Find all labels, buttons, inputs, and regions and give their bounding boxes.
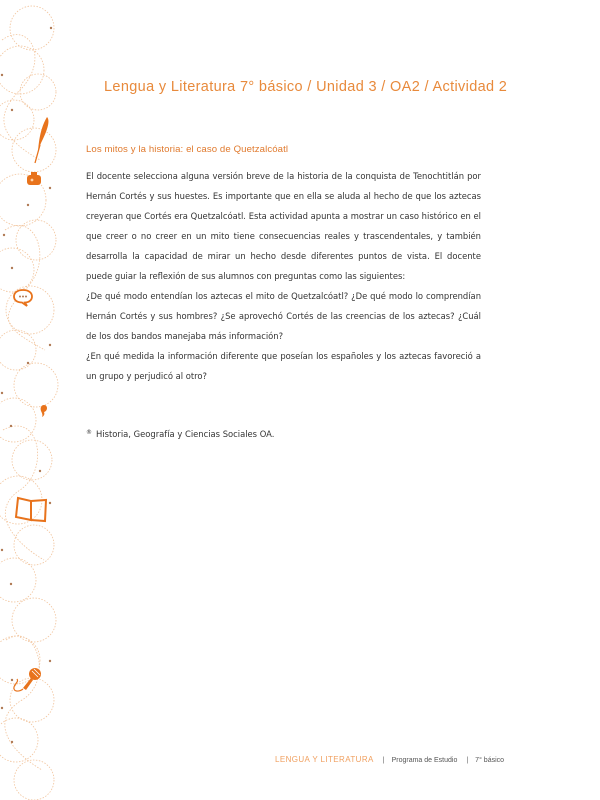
quill-pen-icon [32,115,52,165]
footer-separator: | [466,757,469,764]
footer-subject: LENGUA Y LITERATURA [275,755,374,764]
microphone-icon [10,666,44,694]
page-footer [275,755,504,764]
footnote-marker: ® [86,429,92,436]
speech-bubble-icon [12,288,34,308]
paragraph-questions-1: ¿De qué modo entendían los aztecas el mito de Quetzalcóatl? ¿De qué modo lo comprendían Hernán Cortés y sus hombres? ¿Se aprovechó Cortés de las creencias de los aztecas? ¿Cuál de los dos bandos manejaba más información? [86,291,481,341]
activity-description [86,166,481,386]
open-book-icon [14,495,50,523]
drop-ornament-icon [39,404,49,418]
footer-program: Programa de Estudio [391,757,458,764]
paragraph-intro: El docente selecciona alguna versión breve de la historia de la conquista de Tenochtitlán por Hernán Cortés y sus huestes. Es importante que en ella se aluda al hecho de que los aztecas creyeran que Cortés era Quetzalcóatl. Esta actividad apunta a mostrar un caso histórico en el que creer o no creer en un mito tiene consecuencias reales y trascendentales, y también desarrolla la capacidad de mirar un hecho desde diferentes puntos de vista. El docente puede guiar la reflexión de sus alumnos con preguntas como las siguientes: [86,171,481,281]
inkwell-icon [25,172,43,186]
cross-curricular-note [86,429,274,439]
footer-separator: | [382,757,385,764]
footnote-text: Historia, Geografía y Ciencias Sociales OA. [96,429,275,439]
footer-grade: 7° básico [475,757,505,764]
paragraph-questions-2: ¿En qué medida la información diferente que poseían los españoles y los aztecas favoreció a un grupo y perjudicó al otro? [86,351,481,381]
decorative-left-border [0,0,70,800]
page-title-breadcrumb: Lengua y Literatura 7° básico / Unidad 3 / OA2 / Actividad 2 [104,79,508,95]
section-heading: Los mitos y la historia: el caso de Quetzalcóatl [86,144,289,155]
